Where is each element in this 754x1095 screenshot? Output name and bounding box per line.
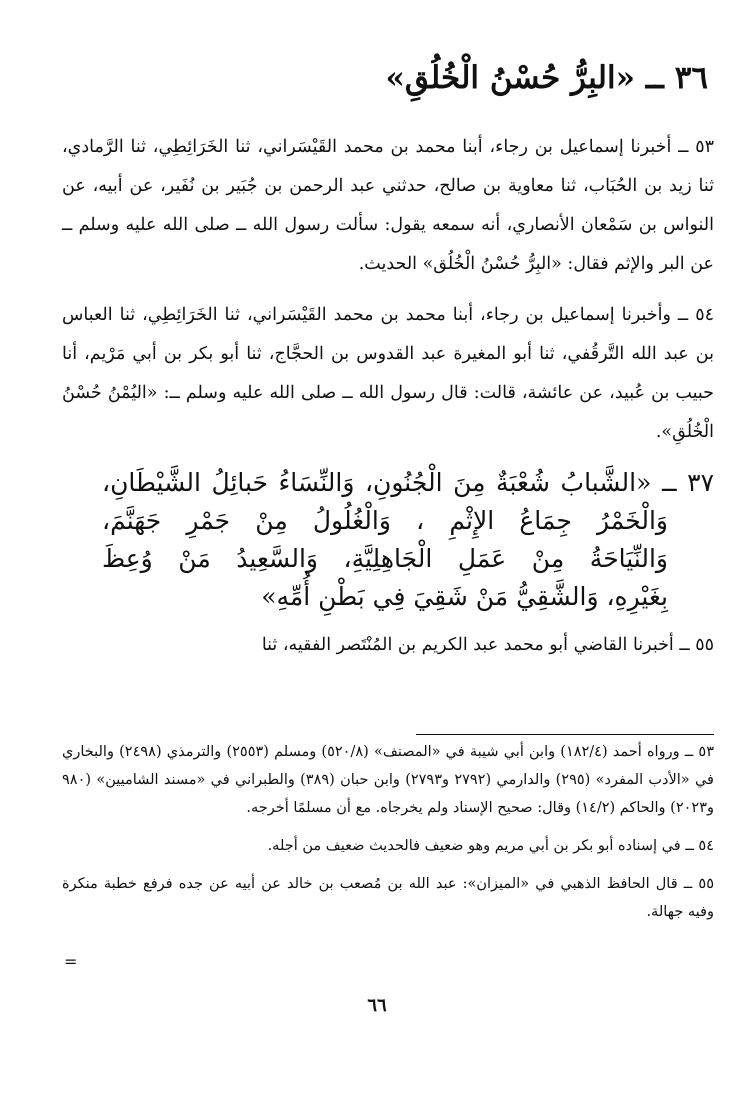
hadith-line: ٣٧ ــ «الشَّبابُ شُعْبَةٌ مِنَ الْجُنُونِ، وَالنِّسَاءُ حَبائِلُ الشَّيْطَانِ، bbox=[102, 468, 714, 497]
footnote-53: ٥٣ ــ ورواه أحمد (١٨٢/٤) وابن أبي شيبة في «المصنف» (٥٢٠/٨) ومسلم (٢٥٥٣) والترمذي (٢٤٩٨) والبخاري في «الأدب المفرد» (٢٩٥) والدارمي (٢٧٩٢ و٢٧٩٣) وابن حبان (٣٨٩) والطبراني في «مسند الشاميين» (٩٨٠ و٢٠٢٣) والحاكم (١٤/٢) وقال: صحيح الإسناد ولم يخرجاه. مع أن مسلمًا أخرجه. bbox=[62, 744, 714, 816]
hadith-line: وَالنِّيَاحَةُ مِنْ عَمَلِ الْجَاهِلِيَّةِ، وَالسَّعِيدُ مَنْ وُعِظَ bbox=[102, 544, 668, 573]
hadith-line: بِغَيْرِهِ، وَالشَّقِيُّ مَنْ شَقِيَ فِي بَطْنِ أُمِّهِ» bbox=[261, 582, 668, 611]
page-body bbox=[62, 58, 714, 677]
footnotes bbox=[62, 738, 714, 936]
footnote-55: ٥٥ ــ قال الحافظ الذهبي في «الميزان»: عبد الله بن مُصعب بن خالد عن أبيه عن جده فرفع خطبة منكرة وفيه جهالة. bbox=[62, 876, 714, 920]
footnote-54: ٥٤ ــ في إسناده أبو بكر بن أبي مريم وهو ضعيف فالحديث ضعيف من أجله. bbox=[267, 838, 714, 854]
continuation-marker: = bbox=[64, 952, 78, 971]
hadith-line: وَالْخَمْرُ جِمَاعُ الإِثْمِ ، وَالْغُلُولُ مِنْ جَمْرِ جَهَنَّمَ، bbox=[102, 506, 668, 535]
paragraph-54: ٥٤ ــ وأخبرنا إسماعيل بن رجاء، أبنا محمد بن محمد القَيْسَراني، ثنا الخَرَائِطِي، ثنا العباس بن عبد الله التَّرقُفي، ثنا أبو المغيرة عبد القدوس بن الحجَّاج، ثنا أبو بكر بن أبي مَرْيم، أنا حبيب بن عُبيد، عن عائشة، قالت: قال رسول الله ــ صلى الله عليه وسلم ــ: «اليُمْنُ حُسْنُ الْخُلُقِ». bbox=[62, 305, 714, 442]
hadith-37 bbox=[62, 464, 714, 616]
footnote-divider bbox=[416, 734, 714, 735]
page-number: ٦٦ bbox=[367, 995, 387, 1016]
paragraph-53: ٥٣ ــ أخبرنا إسماعيل بن رجاء، أبنا محمد بن محمد القَيْسَراني، ثنا الخَرَائِطِي، ثنا الرَّمادي، ثنا زيد بن الحُبَاب، ثنا معاوية بن صالح، حدثني عبد الرحمن بن جُبَير بن نُفَير، عن أبيه، عن النواس بن سَمْعان الأنصاري، أنه سمعه يقول: سألت رسول الله ــ صلى الله عليه وسلم ــ عن البر والإثم فقال: «البِرُّ حُسْنُ الْخُلُق» الحديث. bbox=[62, 137, 714, 274]
paragraph-55: ٥٥ ــ أخبرنا القاضي أبو محمد عبد الكريم بن المُنْتَصر الفقيه، ثنا bbox=[261, 635, 714, 655]
section-heading: ٣٦ ــ «البِرُّ حُسْنُ الْخُلُقِ» bbox=[385, 60, 708, 96]
